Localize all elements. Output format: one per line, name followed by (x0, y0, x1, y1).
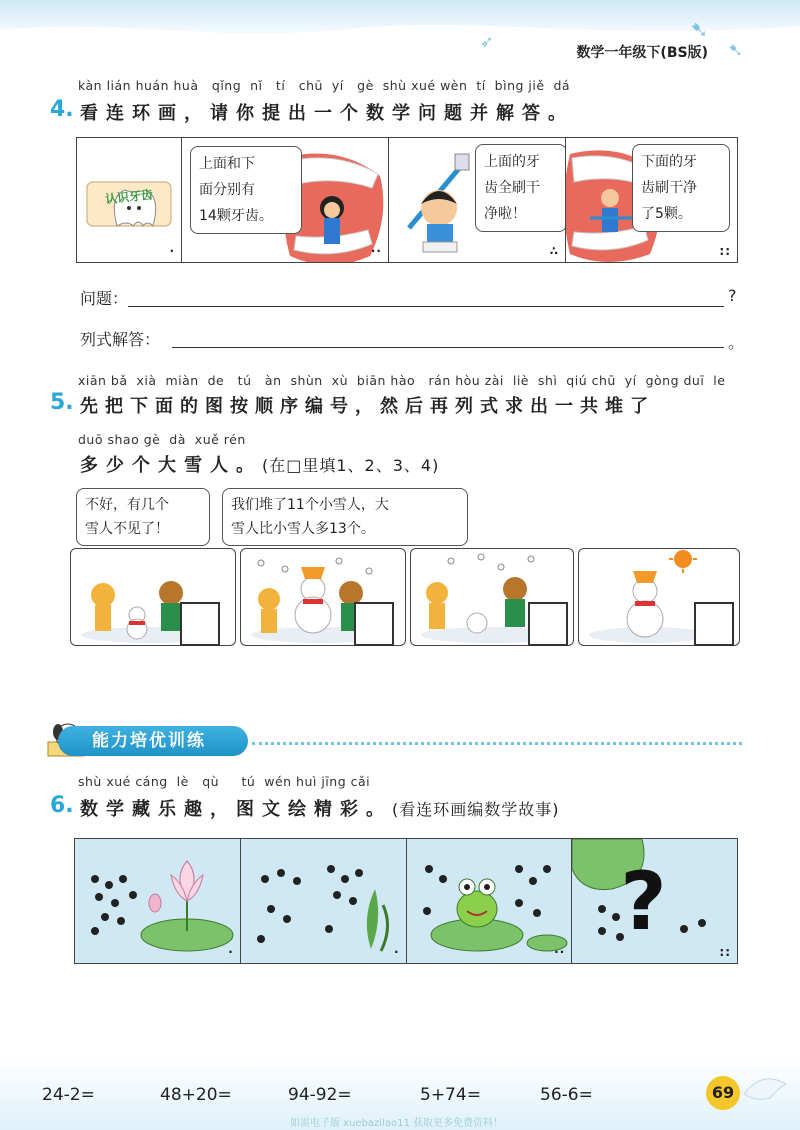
bubble-line: 齿刷干净 (641, 180, 697, 196)
question-answer-line[interactable] (128, 306, 724, 307)
q4-panel-4 (566, 138, 737, 262)
bubble-line: 了5颗。 (641, 206, 692, 222)
fish-icon: ➶ (480, 32, 494, 51)
q5-number: 5. (50, 390, 74, 415)
dolphin-icon: ➷ (690, 18, 709, 43)
question-label: 问题： (80, 289, 129, 308)
q6-panel-2 (241, 839, 407, 963)
q5-text-line2 (80, 451, 439, 477)
bubble-line: 14颗牙齿。 (199, 208, 273, 224)
tooth-book-sign: 认识牙齿 (104, 187, 154, 207)
panel-dots: ·· (554, 945, 566, 959)
dolphin-footer-icon (742, 1070, 792, 1110)
q6-text-paren: (看连环画编数学故事) (392, 800, 560, 819)
q5-bubble-1 (76, 488, 210, 546)
q6-text (80, 795, 560, 821)
order-box-3[interactable] (528, 602, 568, 646)
panel-dots: :: (719, 244, 731, 258)
solution-answer-line[interactable] (172, 347, 724, 348)
frog-lilypad-illustration (407, 839, 571, 963)
q6-pinyin: shù xué cáng lè qù tú wén huì jīng cǎi (78, 774, 371, 789)
order-box-2[interactable] (354, 602, 394, 646)
q4-text: 看连环画，请你提出一个数学问题并解答。 (80, 103, 574, 124)
bubble-line: 雪人比小雪人多13个。 (231, 521, 375, 537)
bubble-line: 齿全刷干 (484, 180, 540, 196)
q4-panel-2 (182, 138, 389, 262)
lotus-tadpoles-illustration (75, 839, 239, 963)
q5-text-paren: (在□里填1、2、3、4) (262, 456, 440, 475)
q4-pinyin: kàn lián huán huà qǐng nǐ tí chū yí gè shù xué wèn tí bìng jiě dá (78, 78, 571, 93)
panel-dots: · (228, 945, 234, 959)
bubble-line: 上面和下 (199, 156, 255, 172)
banner-dotted-line (252, 742, 742, 745)
q5-pinyin-line1: xiān bǎ xià miàn de tú àn shùn xù biān hào rán hòu zài liè shì qiú chū yí gòng duī le (78, 373, 726, 388)
q6-comic-strip (74, 838, 738, 964)
bubble-line: 我们堆了11个小雪人，大 (231, 497, 389, 513)
q6-panel-1 (75, 839, 241, 963)
panel-dots: ∴ (549, 244, 559, 258)
q6-panel-3 (407, 839, 573, 963)
order-box-4[interactable] (694, 602, 734, 646)
bubble-line: 上面的牙 (484, 154, 540, 170)
q5-bubble-2 (222, 488, 468, 546)
panel-dots: · (169, 244, 175, 258)
calc-item-5: 56-6= (540, 1085, 593, 1105)
bubble-line: 雪人不见了！ (85, 521, 169, 537)
calc-item-2: 48+20= (160, 1085, 232, 1105)
panel-dots: ·· (370, 244, 382, 258)
calc-item-1: 24-2= (42, 1085, 95, 1105)
q4-panel3-bubble (475, 144, 566, 232)
section-banner: 能力培优训练 (58, 726, 248, 756)
q4-number: 4. (50, 97, 74, 122)
order-box-1[interactable] (180, 602, 220, 646)
q4-panel4-bubble (632, 144, 730, 232)
question-mark: ? (620, 855, 667, 948)
bubble-line: 下面的牙 (641, 154, 697, 170)
bubble-line: 面分别有 (199, 182, 255, 198)
page-header-title: 数学一年级下(BS版) (576, 45, 708, 61)
q5-text-line1: 先把下面的图按顺序编号，然后再列式求出一共堆了 (80, 396, 655, 417)
q6-text-main: 数学藏乐趣，图文绘精彩。 (80, 799, 392, 820)
panel-dots: :: (719, 945, 731, 959)
q4-comic-strip (76, 137, 738, 263)
calc-item-4: 5+74= (420, 1085, 481, 1105)
q4-panel-1 (77, 138, 182, 262)
panel-dots: · (393, 945, 400, 959)
q5-pinyin-line2: duō shao gè dà xuě rén (78, 432, 246, 447)
solution-label: 列式解答： (80, 330, 161, 349)
q4-panel2-bubble (190, 146, 302, 234)
waterweed-tadpoles-illustration (241, 839, 405, 963)
watermark-text: 如需电子版 xuebazilao11 获取更多免费资料！ (290, 1118, 504, 1129)
q5-text-main: 多少个大雪人。 (80, 455, 262, 476)
question-end-mark: ? (728, 286, 737, 305)
q6-number: 6. (50, 793, 74, 818)
bubble-line: 净啦！ (484, 206, 526, 222)
calc-item-3: 94-92= (288, 1085, 352, 1105)
q6-panel-4 (572, 839, 737, 963)
q4-panel-3 (389, 138, 566, 262)
bubble-line: 不好，有几个 (85, 497, 169, 513)
page-number: 69 (706, 1076, 740, 1110)
dolphin-icon-2: ➷ (728, 40, 744, 61)
solution-end-mark: 。 (728, 333, 745, 352)
